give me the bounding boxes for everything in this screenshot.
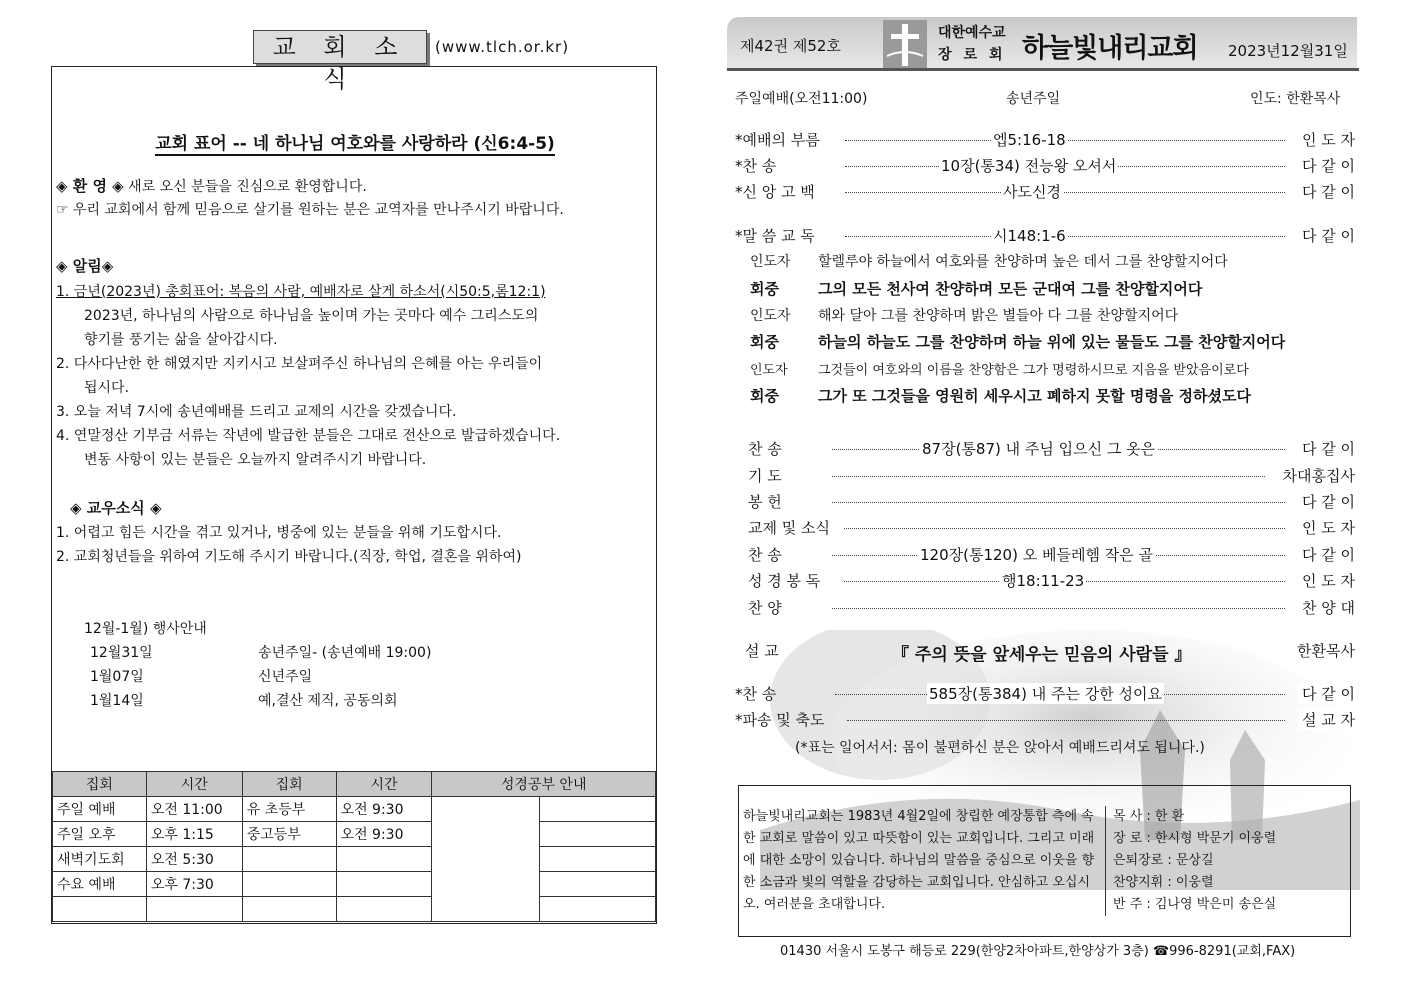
cross-logo-icon: [883, 20, 927, 68]
order-role: 설 교 자: [1298, 709, 1355, 730]
denomination-line2: 장로회: [938, 47, 1015, 63]
order-role: 인 도 자: [1298, 570, 1355, 591]
order-role: 인 도 자: [1298, 517, 1355, 538]
table-cell: [540, 797, 656, 822]
responsive-line: [750, 359, 1249, 378]
news-box: [51, 66, 657, 924]
staff-line: 찬양지휘 : 이웅렬: [1113, 875, 1214, 890]
order-label: *말 씀 교 독: [735, 227, 815, 245]
col-header: 성경공부 안내: [432, 772, 656, 797]
order-role: 차대홍집사: [1279, 465, 1355, 486]
service-leader: 인도: 한환목사: [1250, 91, 1341, 107]
table-cell: [540, 872, 656, 897]
fellowship-heading: ◈ 교우소식 ◈: [70, 499, 162, 517]
order-role: 찬 양 대: [1298, 597, 1355, 618]
order-detail: 시148:1-6: [993, 227, 1066, 245]
table-cell: [336, 872, 432, 897]
col-header: 시간: [146, 772, 242, 797]
order-item: [735, 709, 1355, 729]
order-item: [748, 465, 1355, 485]
welcome-heading: ◈ 환 영 ◈: [56, 177, 124, 195]
responsive-line: [750, 251, 1228, 271]
col-header: 집회: [242, 772, 336, 797]
responsive-line: [750, 278, 1202, 299]
order-label: *찬 송: [735, 157, 777, 175]
table-cell: 오후 7:30: [146, 872, 242, 897]
sermon-title: 『 주의 뜻을 앞세우는 믿음의 사람들 』: [892, 645, 1192, 665]
responsive-speaker: 회중: [750, 333, 779, 351]
responsive-line: [750, 305, 1178, 325]
order-detail: 87장(통87) 내 주님 입으신 그 옷은: [922, 440, 1156, 458]
order-detail: 사도신경: [1003, 183, 1061, 201]
responsive-speaker: 인도자: [750, 363, 788, 378]
sermon-preacher: 한환목사: [1297, 642, 1355, 660]
notice-heading: ◈ 알림◈: [56, 257, 114, 275]
table-row: [53, 872, 656, 897]
staff-line: 은퇴장로 : 문상길: [1113, 853, 1214, 868]
table-row: [53, 822, 656, 847]
order-label: *찬 송: [735, 685, 777, 703]
order-detail: 엡5:16-18: [993, 131, 1066, 149]
responsive-text: 그가 또 그것들을 영원히 세우시고 폐하지 못할 명령을 정하셨도다: [818, 387, 1252, 405]
col-header: 시간: [336, 772, 432, 797]
table-cell: [242, 847, 336, 872]
order-role: 인 도 자: [1298, 129, 1355, 150]
table-cell: 오전 11:00: [146, 797, 242, 822]
bulletin-date: 2023년12월31일: [1228, 42, 1348, 60]
table-cell: 수요 예배: [53, 872, 147, 897]
table-cell: [53, 897, 147, 922]
info-divider: [1105, 806, 1106, 916]
schedule-table: [52, 771, 656, 922]
responsive-speaker: 인도자: [750, 308, 791, 324]
order-role: 다 같 이: [1298, 683, 1355, 704]
responsive-line: [750, 385, 1251, 406]
order-item: [735, 155, 1355, 175]
table-cell: [540, 897, 656, 922]
church-name: 하늘빛내리교회: [1022, 33, 1198, 64]
church-description: 하늘빛내리교회는 1983년 4월2일에 창립한 예장통합 측에 속한 교회로 말씀이 있고 따뜻함이 있는 교회입니다. 그리고 미래에 대한 소망이 있습니다. 하나님의 말씀을 중심으로 이웃을 향한 소금과 빛의 역할을 감당하는 교회입니다. 안심하고 오십시오. 여러분을 초대합니다.: [743, 809, 1095, 912]
notice-line: 2. 다사다난한 한 해였지만 지키시고 보살펴주신 하나님의 은혜를 아는 우리들이: [56, 356, 543, 372]
sermon-row: [745, 640, 1355, 665]
staff-line: 목 사 : 한 환: [1113, 809, 1185, 824]
order-label: 기 도: [748, 467, 782, 485]
order-label: 교제 및 소식: [748, 519, 830, 537]
order-detail: 10장(통34) 전능왕 오셔서: [941, 157, 1117, 175]
table-cell: 주일 오후: [53, 822, 147, 847]
order-item: [748, 544, 1355, 564]
notice-line: 됩시다.: [84, 380, 130, 396]
order-detail: 585장(통384) 내 주는 강한 성이요: [929, 685, 1162, 703]
table-row: [53, 897, 656, 922]
order-item: [748, 570, 1355, 590]
welcome-section: [56, 175, 367, 196]
table-cell: 오후 1:15: [146, 822, 242, 847]
table-cell: [540, 847, 656, 872]
order-role: 다 같 이: [1298, 155, 1355, 176]
notice-line: 변동 사항이 있는 분들은 오늘까지 알려주시기 바랍니다.: [84, 452, 427, 468]
responsive-text: 하늘의 하늘도 그를 찬양하며 하늘 위에 있는 물들도 그를 찬양할지어다: [818, 333, 1286, 351]
order-item: [748, 491, 1355, 511]
order-item: [748, 597, 1355, 617]
news-title: 교 회 소 식: [253, 30, 427, 64]
event-desc: 신년주일: [258, 669, 313, 685]
welcome-text: 새로 오신 분들을 진심으로 환영합니다.: [128, 179, 367, 195]
table-cell: 오전 5:30: [146, 847, 242, 872]
event-date: 12월31일: [90, 645, 153, 661]
event-date: 1월07일: [90, 669, 144, 685]
order-role: 다 같 이: [1298, 491, 1355, 512]
denomination-line1: 대한예수교: [938, 25, 1006, 41]
order-item: [748, 517, 1355, 537]
service-name: 송년주일: [1006, 91, 1061, 107]
standing-note: (*표는 일어서서: 몸이 불편하신 분은 앉아서 예배드리셔도 됩니다.): [795, 740, 1205, 756]
church-motto: 교회 표어 -- 네 하나님 여호와를 사랑하라 (신6:4-5): [155, 134, 555, 154]
responsive-speaker: 인도자: [750, 254, 791, 270]
responsive-text: 그것들이 여호와의 이름을 찬양함은 그가 명령하시므로 지음을 받았음이로다: [818, 363, 1249, 378]
staff-line: 반 주 : 김나영 박은미 송은실: [1113, 897, 1277, 912]
volume-number: 제42권 제52호: [740, 37, 841, 55]
responsive-text: 그의 모든 천사여 찬양하며 모든 군대여 그를 찬양할지어다: [818, 280, 1203, 298]
table-cell: [146, 897, 242, 922]
events-heading: 12월-1월) 행사안내: [84, 621, 207, 637]
schedule-header-row: [53, 772, 656, 797]
table-cell: [336, 847, 432, 872]
order-item: [748, 438, 1355, 458]
table-cell: [242, 872, 336, 897]
event-desc: 송년주일- (송년예배 19:00): [258, 645, 432, 661]
col-header: 집회: [53, 772, 147, 797]
welcome-line: ☞ 우리 교회에서 함께 믿음으로 살기를 원하는 분은 교역자를 만나주시기 바랍니다.: [56, 202, 564, 218]
table-cell: [540, 822, 656, 847]
staff-list: [1113, 806, 1276, 916]
order-detail: 행18:11-23: [1002, 572, 1085, 590]
sermon-label: 설 교: [745, 642, 779, 660]
church-address: 01430 서울시 도봉구 해등로 229(한양2차아파트,한양상가 3층) ☎996-8291(교회,FAX): [780, 944, 1296, 959]
fellowship-line: 2. 교회청년들을 위하여 기도해 주시기 바랍니다.(직장, 학업, 결혼을 위하여): [56, 549, 522, 565]
table-cell: [432, 797, 540, 922]
responsive-speaker: 회중: [750, 387, 779, 405]
order-label: 봉 헌: [748, 493, 782, 511]
order-item: [735, 683, 1355, 703]
table-cell: 중고등부: [242, 822, 336, 847]
order-role: 다 같 이: [1298, 181, 1355, 202]
table-cell: 오전 9:30: [336, 822, 432, 847]
table-row: [53, 847, 656, 872]
order-label: 찬 양: [748, 599, 782, 617]
order-item: [735, 129, 1355, 149]
website-url[interactable]: (www.tlch.or.kr): [435, 38, 570, 56]
responsive-text: 해와 달아 그를 찬양하며 밝은 별들아 다 그를 찬양할지어다: [818, 308, 1179, 324]
order-label: *파송 및 축도: [735, 711, 825, 729]
responsive-line: [750, 331, 1285, 352]
responsive-text: 할렐루야 하늘에서 여호와를 찬양하며 높은 데서 그를 찬양할지어다: [818, 254, 1228, 270]
order-label: 성 경 봉 독: [748, 572, 821, 590]
order-label: *예배의 부름: [735, 131, 820, 149]
table-cell: 새벽기도회: [53, 847, 147, 872]
notice-line: 1. 금년(2023년) 총회표어: 복음의 사람, 예배자로 살게 하소서(시50:5,롬12:1): [56, 284, 546, 300]
table-cell: [336, 897, 432, 922]
event-desc: 예,결산 제직, 공동의회: [258, 693, 398, 709]
order-role: 다 같 이: [1298, 225, 1355, 246]
service-time: 주일예배(오전11:00): [735, 91, 868, 107]
table-cell: [242, 897, 336, 922]
order-label: 찬 송: [748, 546, 782, 564]
event-date: 1월14일: [90, 693, 144, 709]
header-divider: [727, 68, 1359, 71]
notice-line: 2023년, 하나님의 사람으로 하나님을 높이며 가는 곳마다 예수 그리스도의: [84, 308, 539, 324]
order-detail: 120장(통120) 오 베들레헴 작은 골: [920, 546, 1153, 564]
notice-line: 3. 오늘 저녁 7시에 송년예배를 드리고 교제의 시간을 갖겠습니다.: [56, 404, 457, 420]
table-cell: 유 초등부: [242, 797, 336, 822]
fellowship-line: 1. 어렵고 힘든 시간을 겪고 있거나, 병중에 있는 분들을 위해 기도합시다.: [56, 525, 502, 541]
table-cell: 주일 예배: [53, 797, 147, 822]
table-row: [53, 797, 656, 822]
order-label: 찬 송: [748, 440, 782, 458]
responsive-speaker: 회중: [750, 280, 779, 298]
table-cell: 오전 9:30: [336, 797, 432, 822]
staff-line: 장 로 : 한시형 박문기 이웅렬: [1113, 831, 1277, 846]
church-info-box: [738, 785, 1351, 937]
order-item: [735, 181, 1355, 201]
order-role: 다 같 이: [1298, 438, 1355, 459]
order-role: 다 같 이: [1298, 544, 1355, 565]
order-label: *신 앙 고 백: [735, 183, 815, 201]
notice-line: 향기를 풍기는 삶을 살아갑시다.: [84, 332, 278, 348]
order-item: [735, 225, 1355, 245]
notice-line: 4. 연말정산 기부금 서류는 작년에 발급한 분들은 그대로 전산으로 발급하겠습니다.: [56, 428, 561, 444]
